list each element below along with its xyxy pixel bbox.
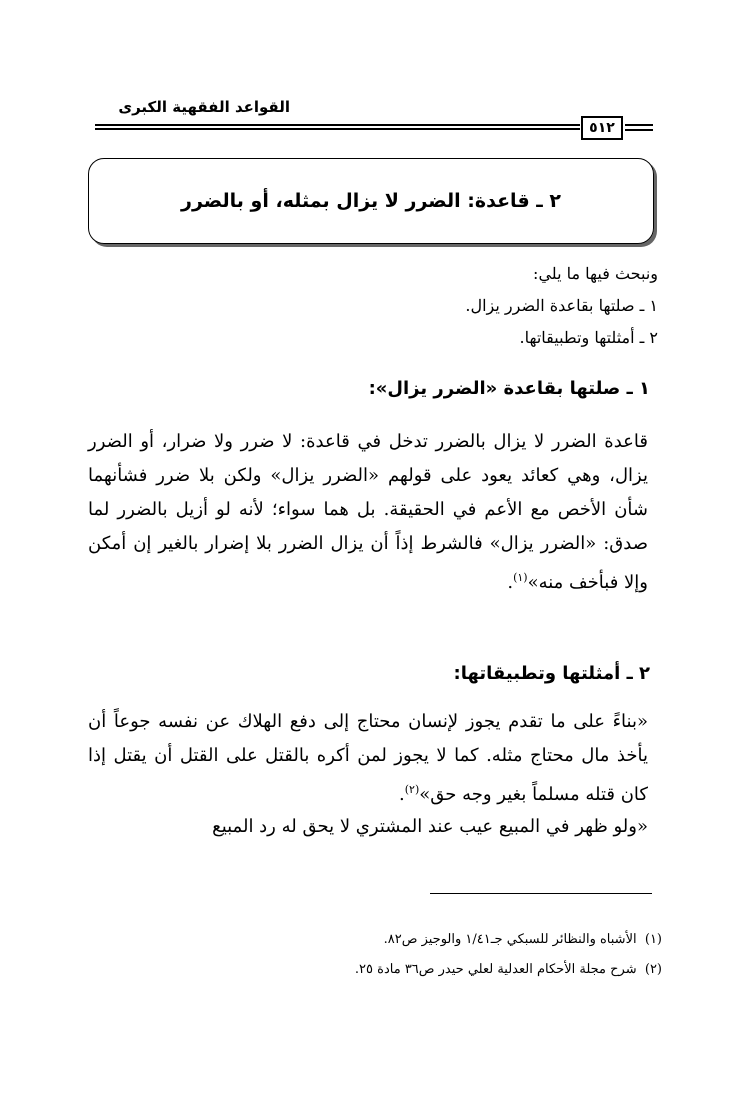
intro-list bbox=[465, 258, 658, 354]
list-item: ١ ـ صلتها بقاعدة الضرر يزال. bbox=[465, 296, 658, 315]
subsection-heading: ١ ـ صلتها بقاعدة «الضرر يزال»: bbox=[368, 378, 650, 399]
footnote-ref[interactable]: (١) bbox=[513, 571, 528, 584]
section-title: ٢ ـ قاعدة: الضرر لا يزال بمثله، أو بالضرر bbox=[181, 190, 561, 212]
subsection-heading: ٢ ـ أمثلتها وتطبيقاتها: bbox=[453, 663, 650, 684]
footnote bbox=[355, 955, 662, 985]
footnotes bbox=[355, 925, 662, 985]
page-number: ٥١٢ bbox=[581, 116, 623, 140]
paragraph: قاعدة الضرر لا يزال بالضرر تدخل في قاعدة: لا ضرر ولا ضرار، أو الضرر يزال، وهي كعائد يعود على قولهم «الضرر يزال» ولكن بلا ضرر فشأنهما شأن الأخص مع الأعم في الحقيقة. بل هما سواء؛ لأنه لو أزيل بالضرر لما صدق: «الضرر يزال» فالشرط إذاً أن يزال الضرر بلا إضرار بالغير إن أمكن وإلا فبأخف منه»$^{(١)}$. bbox=[88, 431, 648, 593]
paragraph-continuation: «ولو ظهر في المبيع عيب عند المشتري لا يحق له رد المبيع bbox=[212, 816, 648, 837]
header-rule bbox=[625, 129, 653, 131]
footnote-rule bbox=[430, 893, 652, 894]
footnote bbox=[355, 925, 662, 955]
footnote-text: شرح مجلة الأحكام العدلية لعلي حيدر ص٣٦ مادة ٢٥. bbox=[354, 962, 637, 977]
intro-lead: ونبحث فيها ما يلي: bbox=[533, 264, 658, 283]
paragraph-text: بل هما سواء؛ لأنه لو أزيل بالضرر لما صدق: «الضرر يزال» فالشرط إذاً أن يزال الضرر بلا إضرار بالغير إن أمكن وإلا فبأخف منه» bbox=[88, 499, 648, 593]
header-rule bbox=[95, 128, 580, 130]
footnote-number: (٢) bbox=[644, 962, 662, 977]
list-item: ٢ ـ أمثلتها وتطبيقاتها. bbox=[519, 328, 658, 347]
footnote-ref[interactable]: (٢) bbox=[404, 783, 420, 796]
paragraph-text: «بناءً على ما تقدم يجوز لإنسان محتاج إلى دفع الهلاك عن نفسه جوعاً أن يأخذ مال محتاج مثله. كما لا يجوز لمن أكره بالقتل على القتل أن يقتل إذا كان قتله مسلماً بغير وجه حق» bbox=[88, 711, 648, 805]
footnote-text: الأشباه والنظائر للسبكي جـ١/٤١ والوجيز ص٨٢. bbox=[383, 932, 637, 947]
running-title: القواعد الفقهية الكبرى bbox=[118, 98, 290, 116]
footnote-number: (١) bbox=[644, 932, 662, 947]
paragraph-text: قاعدة الضرر لا يزال بالضرر تدخل في قاعدة: لا ضرر ولا ضرار، أو الضرر يزال، وهي كعائد يعود على قولهم «الضرر يزال» ولكن بلا ضرر فشأنهما شأن الأخص مع الأعم في الحقيقة. bbox=[88, 431, 648, 520]
paragraph: «بناءً على ما تقدم يجوز لإنسان محتاج إلى دفع الهلاك عن نفسه جوعاً أن يأخذ مال محتاج مثله. كما لا يجوز لمن أكره بالقتل على القتل أن يقتل إذا كان قتله مسلماً بغير وجه حق»$^{(٢)}$. bbox=[88, 711, 648, 805]
header-rule bbox=[625, 124, 653, 126]
header-rule bbox=[95, 124, 580, 126]
section-title-box bbox=[88, 158, 654, 244]
